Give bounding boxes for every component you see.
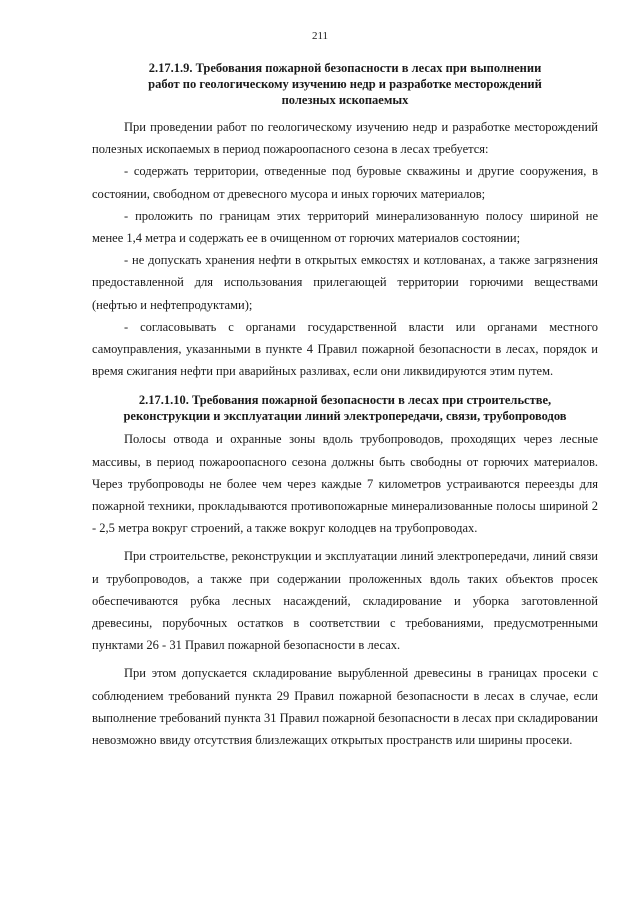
paragraph-intro: При проведении работ по геологическому изучению недр и разработке месторождений полезных ископаемых в период пожароопасного сезона в лесах требуется: xyxy=(92,120,598,157)
list-item-coordination: - согласовывать с органами государственной власти или органами местного самоуправления, указанными в пункте 4 Правил пожарной безопасности в лесах, порядок и время сжигания нефти при аварийных разливах, если они ликвидируются этим путем. xyxy=(92,319,598,379)
list-item-mineralized-strip: - проложить по границам этих территорий минерализованную полосу шириной не менее 1,4 метра и содержать ее в очищенном от горючих материалов состоянии; xyxy=(92,208,598,246)
paragraph-construction: При строительстве, реконструкции и эксплуатации линий электропередачи, линий связи и трубопроводов, а также при содержании проложенных вдоль таких объектов просек обеспечиваются рубка лесных насаждений, складирование и уборка заготовленной древесины, порубочных остатков в соответствии с требованиями, предусмотренными пунктами 26 - 31 Правил пожарной безопасности в лесах. xyxy=(92,549,598,653)
paragraph-pipelines: Полосы отвода и охранные зоны вдоль трубопроводов, проходящих через лесные массивы, в период пожароопасного сезона должны быть свободны от горючих материалов. Через трубопроводы не более чем через каждые 7 километров устраиваются переезды для пожарной техники, прокладываются противопожарные минерализованные полосы шириной 2 - 2,5 метра вокруг строений, а также вокруг колодцев на трубопроводах. xyxy=(92,432,598,536)
document-body xyxy=(92,60,598,751)
section-heading-2-17-1-10 xyxy=(92,392,598,424)
heading-line: 2.17.1.10. Требования пожарной безопасности в лесах при строительстве, xyxy=(138,393,552,408)
page-number: 211 xyxy=(311,30,329,42)
section-heading-2-17-1-9 xyxy=(92,60,598,108)
heading-line: работ по геологическому изучению недр и разработке месторождений xyxy=(148,77,542,91)
list-item-oil-storage: - не допускать хранения нефти в открытых емкостях и котлованах, а также загрязнения предоставленной для использования прилегающей территории горючими веществами (нефтью и нефтепродуктами); xyxy=(92,253,598,312)
paragraph-storage: При этом допускается складирование вырубленной древесины в границах просеки с соблюдением требований пункта 29 Правил пожарной безопасности в лесах в случае, если выполнение требований пункта 31 Правил пожарной безопасности в лесах при складировании невозможно ввиду отсутствия близлежащих открытых пространств или ширины просеки. xyxy=(92,666,598,748)
list-item-territories: - содержать территории, отведенные под буровые скважины и другие сооружения, в состоянии, свободном от древесного мусора и иных горючих материалов; xyxy=(92,164,598,201)
heading-line: 2.17.1.9. Требования пожарной безопасности в лесах при выполнении xyxy=(148,61,542,75)
heading-line: полезных ископаемых xyxy=(281,93,409,107)
heading-line: реконструкции и эксплуатации линий электропередачи, связи, трубопроводов xyxy=(123,409,567,424)
